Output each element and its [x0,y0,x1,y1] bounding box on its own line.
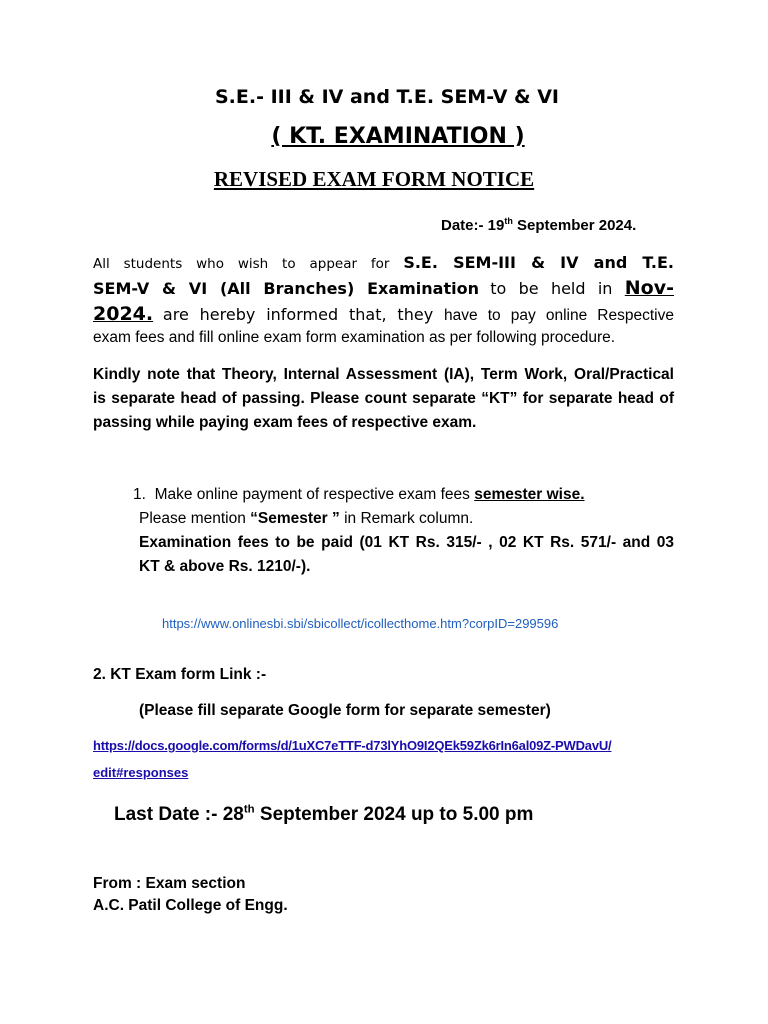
remark-c: in Remark column. [339,510,474,527]
google-form-link-line2[interactable]: edit#responses [93,765,189,780]
last-date-sup: th [243,803,255,816]
last-date [114,804,533,826]
step1-text: Make online payment of respective exam fees [154,486,475,503]
remark-semester: “Semester ” [250,510,340,527]
kt-examination-heading [0,124,768,149]
notice-date [441,217,636,234]
fees-line-2: KT & above Rs. 1210/-). [139,558,311,575]
note-line-3: passing while paying exam fees of respective exam. [93,414,477,431]
from-exam-section: From : Exam section [93,875,246,892]
exam-title: S.E.- III & IV and T.E. SEM-V & VI [214,86,559,108]
date-prefix: Date:- 19 [441,217,505,234]
intro-held-in: to be held in [490,279,625,298]
intro-line-2 [93,277,674,301]
college-name: A.C. Patil College of Engg. [93,897,288,914]
last-date-prefix: Last Date :- 28 [114,804,244,825]
intro-text-a: All students who wish to appear for [93,256,404,272]
note-line-1: Kindly note that Theory, Internal Assessment (IA), Term Work, Oral/Practical [93,366,674,383]
remark-a: Please mention [139,510,251,527]
intro-year: 2024. [93,303,154,325]
intro-pay: have to pay online Respective [444,307,674,324]
intro-nov: Nov- [624,277,675,299]
intro-line-3 [93,302,674,328]
step2-heading: 2. KT Exam form Link :- [93,666,267,683]
intro-exam-branches: SEM-V & VI (All Branches) Examination [93,279,479,298]
note-line-2: is separate head of passing. Please count separate “KT” for separate head of [93,390,674,407]
google-form-link-line1[interactable]: https://docs.google.com/forms/d/1uXC7eTTF-d73lYhO9I2QEk59Zk6rIn6al09Z-PWDavU/ [93,738,612,753]
intro-line-4: exam fees and fill online exam form examination as per following procedure. [93,329,616,346]
kt-examination-label: KT. EXAMINATION [289,124,507,149]
notice-title: REVISED EXAM FORM NOTICE [213,167,535,191]
date-suffix: September 2024. [512,217,637,234]
last-date-suffix: September 2024 up to 5.00 pm [254,804,534,825]
intro-line-1 [93,253,674,274]
fees-line-1: Examination fees to be paid (01 KT Rs. 315/- , 02 KT Rs. 571/- and 03 [139,534,674,551]
step1-line [133,486,585,504]
step1-emph: semester wise. [474,486,585,503]
step1-remark [139,510,473,528]
intro-informed: are hereby informed that, they [162,305,445,324]
intro-exam-name: S.E. SEM-III & IV and T.E. [403,253,674,272]
paren-close: ) [506,124,525,149]
step2-instruction: (Please fill separate Google form for separate semester) [139,702,551,719]
step1-number: 1. [133,486,146,503]
paren-open: ( [271,124,290,149]
sbi-collect-link[interactable]: https://www.onlinesbi.sbi/sbicollect/icollecthome.htm?corpID=299596 [162,616,559,631]
date-sup: th [504,216,513,226]
